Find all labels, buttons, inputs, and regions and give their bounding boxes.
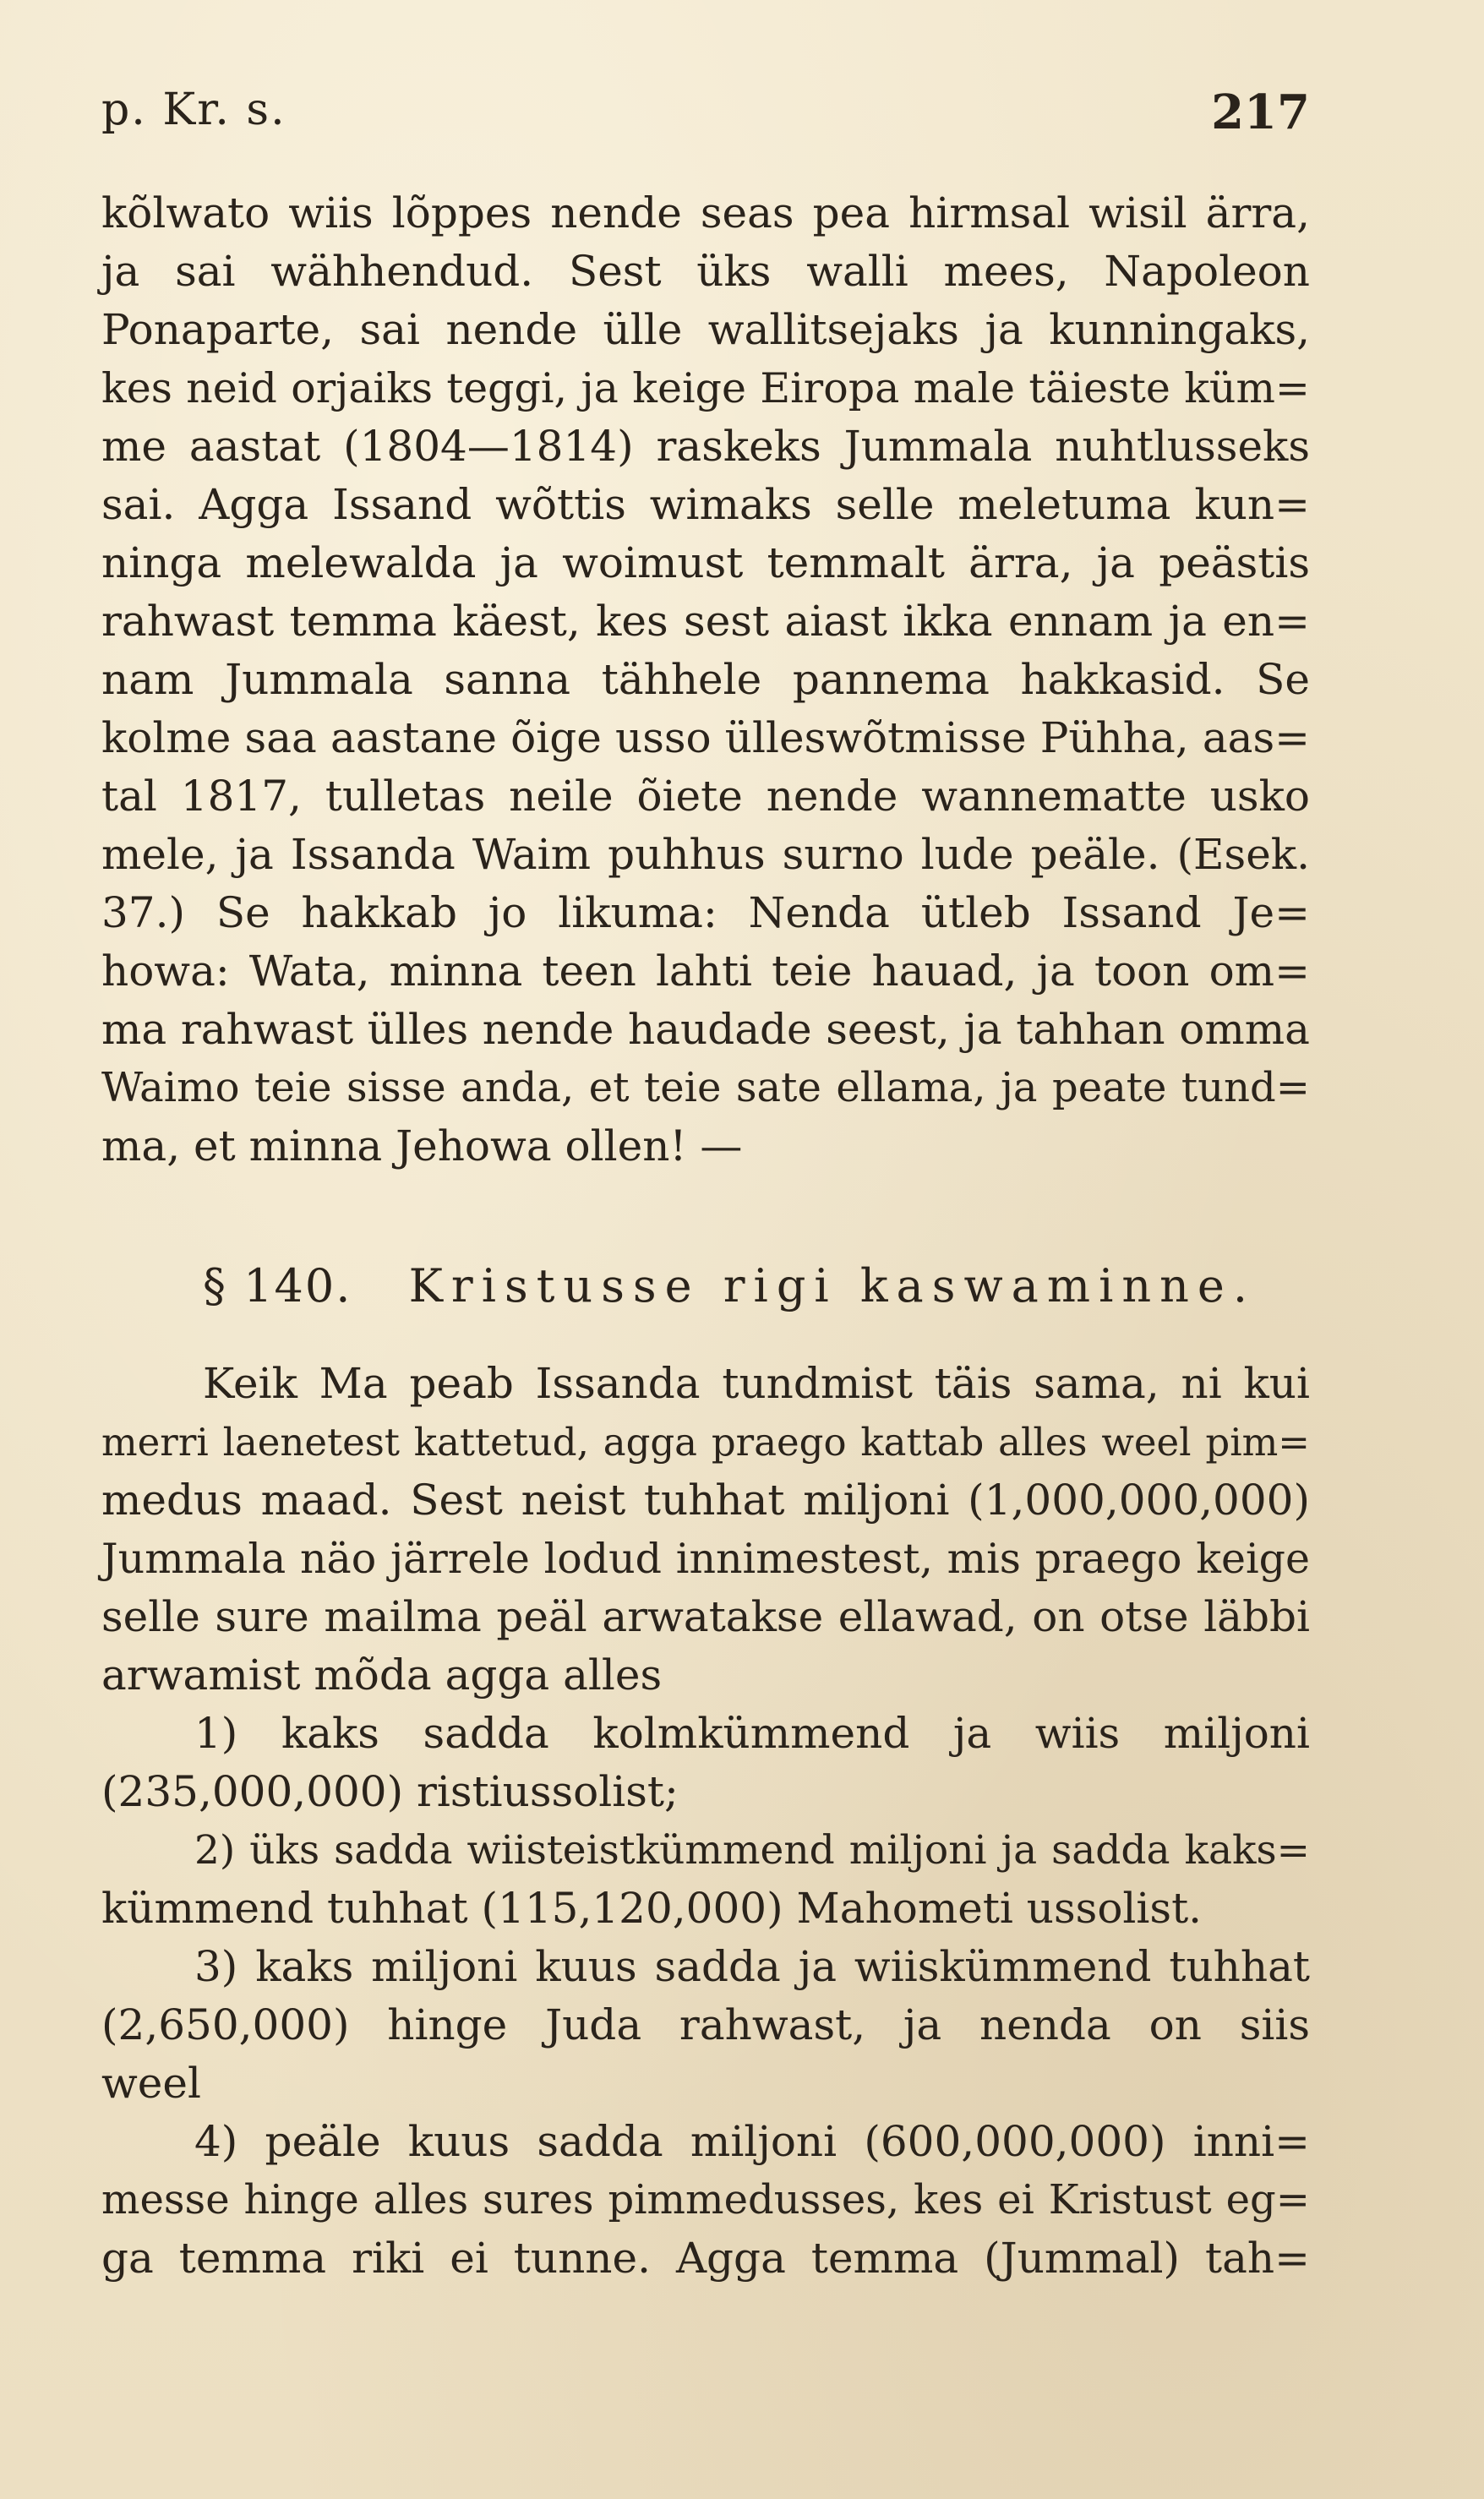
section-heading	[203, 1259, 1257, 1312]
text-line: howa: Wata, minna teen lahti teie hauad, ja toon om=	[101, 947, 1310, 996]
text-line: arwamist mõda agga alles	[101, 1651, 663, 1700]
text-line: kõlwato wiis lõppes nende seas pea hirmsal wisil ärra,	[101, 188, 1310, 237]
text-line: messe hinge alles sures pimmedusses, kes ei Kristust eg=	[101, 2176, 1310, 2223]
text-line: ja sai wähhendud. Sest üks walli mees, Napoleon	[101, 247, 1310, 296]
list-item: 4) peäle kuus sadda miljoni (600,000,000) inni=	[194, 2117, 1310, 2166]
list-item: 2) üks sadda wiisteistkümmend miljoni ja sadda kaks=	[194, 1827, 1310, 1874]
paragraph-napoleon	[101, 184, 1310, 1176]
text-line: nam Jummala sanna tähhele pannema hakkasid. Se	[101, 655, 1310, 704]
text-line: Waimo teie sisse anda, et teie sate ellama, ja peate tund=	[101, 1064, 1310, 1111]
list-item: 1) kaks sadda kolmkümmend ja wiis miljoni	[194, 1709, 1310, 1758]
page-header	[101, 85, 1310, 152]
text-line: me aastat (1804—1814) raskeks Jummala nuhtlusseks	[101, 422, 1310, 471]
page-number: 217	[1211, 85, 1310, 140]
text-line: rahwast temma käest, kes sest aiast ikka ennam ja en=	[101, 597, 1310, 646]
section-title: Kristusse rigi kaswaminne.	[408, 1259, 1257, 1312]
paragraph-statistics	[101, 1355, 1310, 2288]
text-line: weel	[101, 2059, 201, 2108]
text-line: 37.) Se hakkab jo likuma: Nenda ütleb Issand Je=	[101, 888, 1310, 937]
list-item: 3) kaks miljoni kuus sadda ja wiiskümmend tuhhat	[194, 1942, 1310, 1991]
text-line: ga temma riki ei tunne. Agga temma (Jummal) tah=	[101, 2234, 1310, 2283]
text-line: sai. Agga Issand wõttis wimaks selle meletuma kun=	[101, 480, 1310, 529]
text-line: ninga melewalda ja woimust temmalt ärra, ja peästis	[101, 538, 1310, 587]
text-line: mele, ja Issanda Waim puhhus surno lude peäle. (Esek.	[101, 830, 1310, 879]
text-line: ma, et minna Jehowa ollen! —	[101, 1121, 743, 1170]
text-line: Jummala näo järrele lodud innimestest, mis praego keige	[101, 1535, 1310, 1583]
text-line: Ponaparte, sai nende ülle wallitsejaks ja kunningaks,	[101, 305, 1310, 354]
text-line: selle sure mailma peäl arwatakse ellawad, on otse läbbi	[101, 1592, 1310, 1641]
section-number: § 140.	[203, 1259, 352, 1312]
text-line: Keik Ma peab Issanda tundmist täis sama, ni kui	[203, 1359, 1310, 1408]
text-line: kes neid orjaiks teggi, ja keige Eiropa male täieste küm=	[101, 364, 1310, 412]
text-line: merri laenetest kattetud, agga praego kattab alles weel pim=	[101, 1420, 1310, 1465]
text-line: ma rahwast ülles nende haudade seest, ja tahhan omma	[101, 1005, 1310, 1054]
running-head: p. Kr. s.	[101, 85, 286, 135]
text-line: tal 1817, tulletas neile õiete nende wannematte usko	[101, 772, 1310, 821]
text-line: kolme saa aastane õige usso ülleswõtmisse Pühha, aas=	[101, 713, 1310, 762]
text-line: (2,650,000) hinge Juda rahwast, ja nenda on siis	[101, 2000, 1310, 2049]
text-line: medus maad. Sest neist tuhhat miljoni (1,000,000,000)	[101, 1476, 1310, 1525]
text-line: (235,000,000) ristiussolist;	[101, 1767, 679, 1816]
text-line: kümmend tuhhat (115,120,000) Mahometi ussolist.	[101, 1884, 1203, 1933]
